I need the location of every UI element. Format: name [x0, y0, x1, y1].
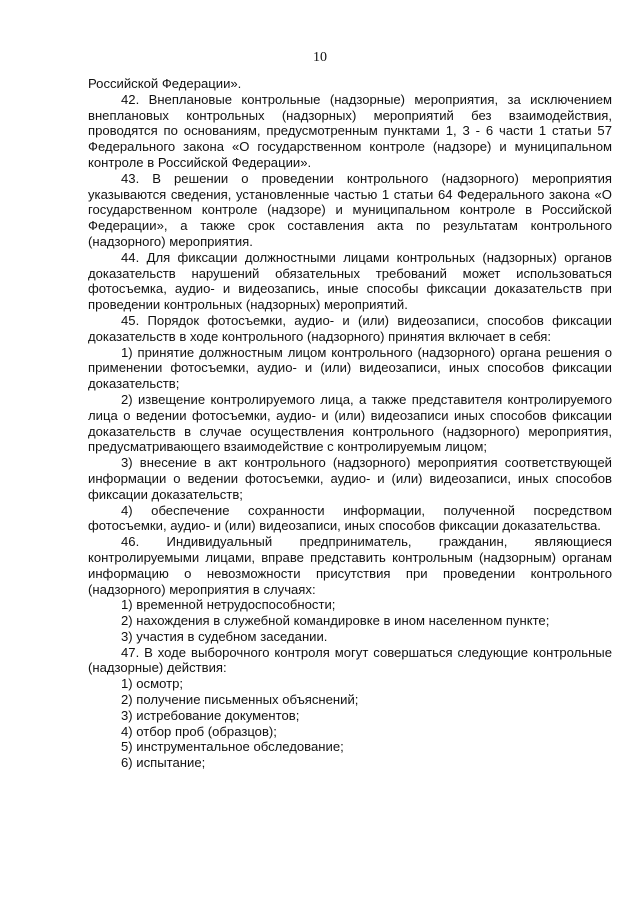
paragraph-continuation: Российской Федерации».: [88, 76, 242, 91]
list-item-46-1: 1) временной нетрудоспособности;: [121, 597, 336, 613]
list-item-47-6: 6) испытание;: [121, 755, 206, 771]
paragraph-43: 43. В решении о проведении контрольного (надзорного) мероприятия указываются сведения, установленные частью 1 статьи 64 Федерального закона «О государственном контроле (надзоре) и муниципальном контроле в Российской Федерации», а также срок составления акта по результатам контрольного (надзорного) мероприятия.: [88, 170, 612, 249]
list-item-45-3: 3) внесение в акт контрольного (надзорного) мероприятия соответствующей информации о ведении фотосъемки, аудио- и (или) видеозаписи, иных способов фиксации доказательств;: [88, 455, 612, 502]
paragraph-42: 42. Внеплановые контрольные (надзорные) мероприятия, за исключением внеплановых контрольных (надзорных) мероприятий без взаимодействия, проводятся по основаниям, предусмотренным пунктами 1, 3 - 6 части 1 статьи 57 Федерального закона «О государственном контроле (надзоре) и муниципальном контроле в Российской Федерации».: [88, 91, 612, 170]
list-item-45-4: 4) обеспечение сохранности информации, полученной посредством фотосъемки, аудио- и (или) видеозаписи, иных способов фиксации доказательства.: [88, 502, 612, 534]
paragraph-47: 47. В ходе выборочного контроля могут совершаться следующие контрольные (надзорные) действия:: [88, 644, 612, 676]
list-item-47-3: 3) истребование документов;: [121, 707, 300, 723]
list-item-45-2: 2) извещение контролируемого лица, а также представителя контролируемого лица о ведении фотосъемки, аудио- и (или) видеозаписи иных способов фиксации доказательств в случае осуществления контрольного (надзорного) мероприятия, предусматривающего взаимодействие с контролируемым лицом;: [88, 391, 612, 455]
list-item-47-4: 4) отбор проб (образцов);: [121, 723, 277, 739]
list-item-47-1: 1) осмотр;: [121, 676, 184, 692]
paragraph-44: 44. Для фиксации должностными лицами контрольных (надзорных) органов доказательств нарушений обязательных требований может использоваться фотосъемка, аудио- и видеозапись, иные способы фиксации доказательств при проведении контрольных (надзорных) мероприятий.: [88, 249, 612, 313]
paragraph-46: 46. Индивидуальный предприниматель, гражданин, являющиеся контролируемыми лицами, вправе представить контрольным (надзорным) органам информацию о невозможности присутствия при проведении контрольного (надзорного) мероприятия в случаях:: [88, 534, 612, 597]
list-item-46-3: 3) участия в судебном заседании.: [121, 628, 328, 644]
list-item-47-5: 5) инструментальное обследование;: [121, 739, 344, 755]
document-body: [88, 76, 612, 771]
page-number: 10: [313, 50, 327, 65]
paragraph-45: 45. Порядок фотосъемки, аудио- и (или) видеозаписи, способов фиксации доказательств в ходе контрольного (надзорного) принятия включает в себя:: [88, 312, 612, 344]
list-item-45-1: 1) принятие должностным лицом контрольного (надзорного) органа решения о применении фотосъемки, аудио- и (или) видеозаписи, иных способов фиксации доказательств;: [88, 344, 612, 392]
list-item-47-2: 2) получение письменных объяснений;: [121, 692, 359, 708]
list-item-46-2: 2) нахождения в служебной командировке в ином населенном пункте;: [121, 613, 550, 629]
